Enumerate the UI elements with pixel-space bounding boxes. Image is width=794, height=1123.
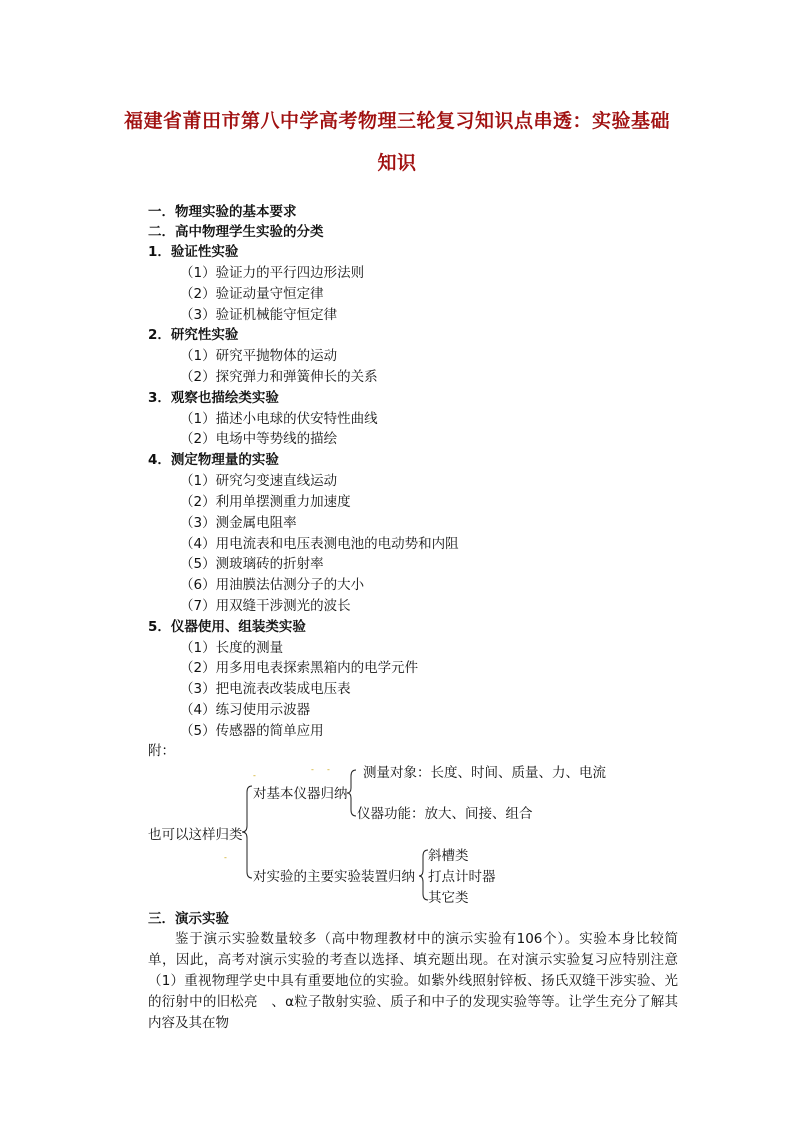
- list-item: （4）用电流表和电压表测电池的电动势和内阻: [180, 536, 459, 552]
- classification-root: 也可以这样归类: [148, 827, 243, 843]
- classification-leaf: 仪器功能：放大、间接、组合: [357, 806, 533, 822]
- classification-leaf: 其它类: [428, 890, 469, 906]
- document-title-line2: 知识: [377, 152, 417, 174]
- list-item: （2）用多用电表探索黑箱内的电学元件: [180, 660, 419, 676]
- list-item: （3）把电流表改装成电压表: [180, 681, 351, 697]
- list-item: （6）用油膜法估测分子的大小: [180, 577, 365, 593]
- list-item: （5）传感器的简单应用: [180, 723, 324, 739]
- list-item: （1）描述小电球的伏安特性曲线: [180, 411, 378, 427]
- list-item: （7）用双缝干涉测光的波长: [180, 598, 351, 614]
- section-heading-3: 三．演示实验: [148, 911, 229, 927]
- list-item: （3）验证机械能守恒定律: [180, 307, 338, 323]
- document-title-line1: 福建省莆田市第八中学高考物理三轮复习知识点串透：实验基础: [123, 110, 670, 132]
- category-heading-1: 1．验证性实验: [148, 244, 239, 260]
- appendix-label: 附：: [148, 743, 175, 759]
- section-heading-1: 一．物理实验的基本要求: [148, 204, 297, 220]
- list-item: （2）利用单摆测重力加速度: [180, 494, 351, 510]
- list-item: （1）长度的测量: [180, 640, 284, 656]
- list-item: （5）测玻璃砖的折射率: [180, 556, 324, 572]
- body-paragraph: 鉴于演示实验数量较多（高中物理教材中的演示实验有106个）。实验本身比较简单，因此，高考对演示实验的考查以选择、填充题出现。在对演示实验复习应特别注意（1）重视物理学史中具有重要地位的实验。如紫外线照射锌板、扬氏双缝干涉实验、光的衍射中的旧松亮 、α粒子散射实验、质子和中子的发现实验等等。让学生充分了解其内容及其在物: [148, 931, 678, 1031]
- classification-branch-1: 对基本仪器归纳: [253, 786, 348, 802]
- list-item: （1）验证力的平行四边形法则: [180, 265, 365, 281]
- category-heading-4: 4．测定物理量的实验: [148, 452, 279, 468]
- list-item: （3）测金属电阻率: [180, 515, 297, 531]
- category-heading-5: 5．仪器使用、组装类实验: [148, 619, 306, 635]
- list-item: （2）探究弹力和弹簧伸长的关系: [180, 369, 378, 385]
- classification-leaf: 测量对象：长度、时间、质量、力、电流: [363, 765, 606, 781]
- svg-text:-: -: [224, 853, 227, 862]
- list-item: （2）验证动量守恒定律: [180, 286, 324, 302]
- list-item: （1）研究匀变速直线运动: [180, 473, 338, 489]
- classification-leaf: 斜槽类: [428, 848, 469, 864]
- list-item: （4）练习使用示波器: [180, 702, 311, 718]
- classification-branch-2: 对实验的主要实验装置归纳: [253, 869, 415, 885]
- classification-leaf: 打点计时器: [428, 869, 496, 885]
- list-item: （1）研究平抛物体的运动: [180, 348, 338, 364]
- category-heading-3: 3．观察也描绘类实验: [148, 390, 279, 406]
- section-heading-2: 二．高中物理学生实验的分类: [148, 224, 324, 240]
- category-heading-2: 2．研究性实验: [148, 327, 239, 343]
- svg-text:-: -: [311, 765, 314, 774]
- list-item: （2）电场中等势线的描绘: [180, 431, 338, 447]
- svg-text:-: -: [253, 771, 256, 780]
- svg-text:-: -: [327, 765, 330, 774]
